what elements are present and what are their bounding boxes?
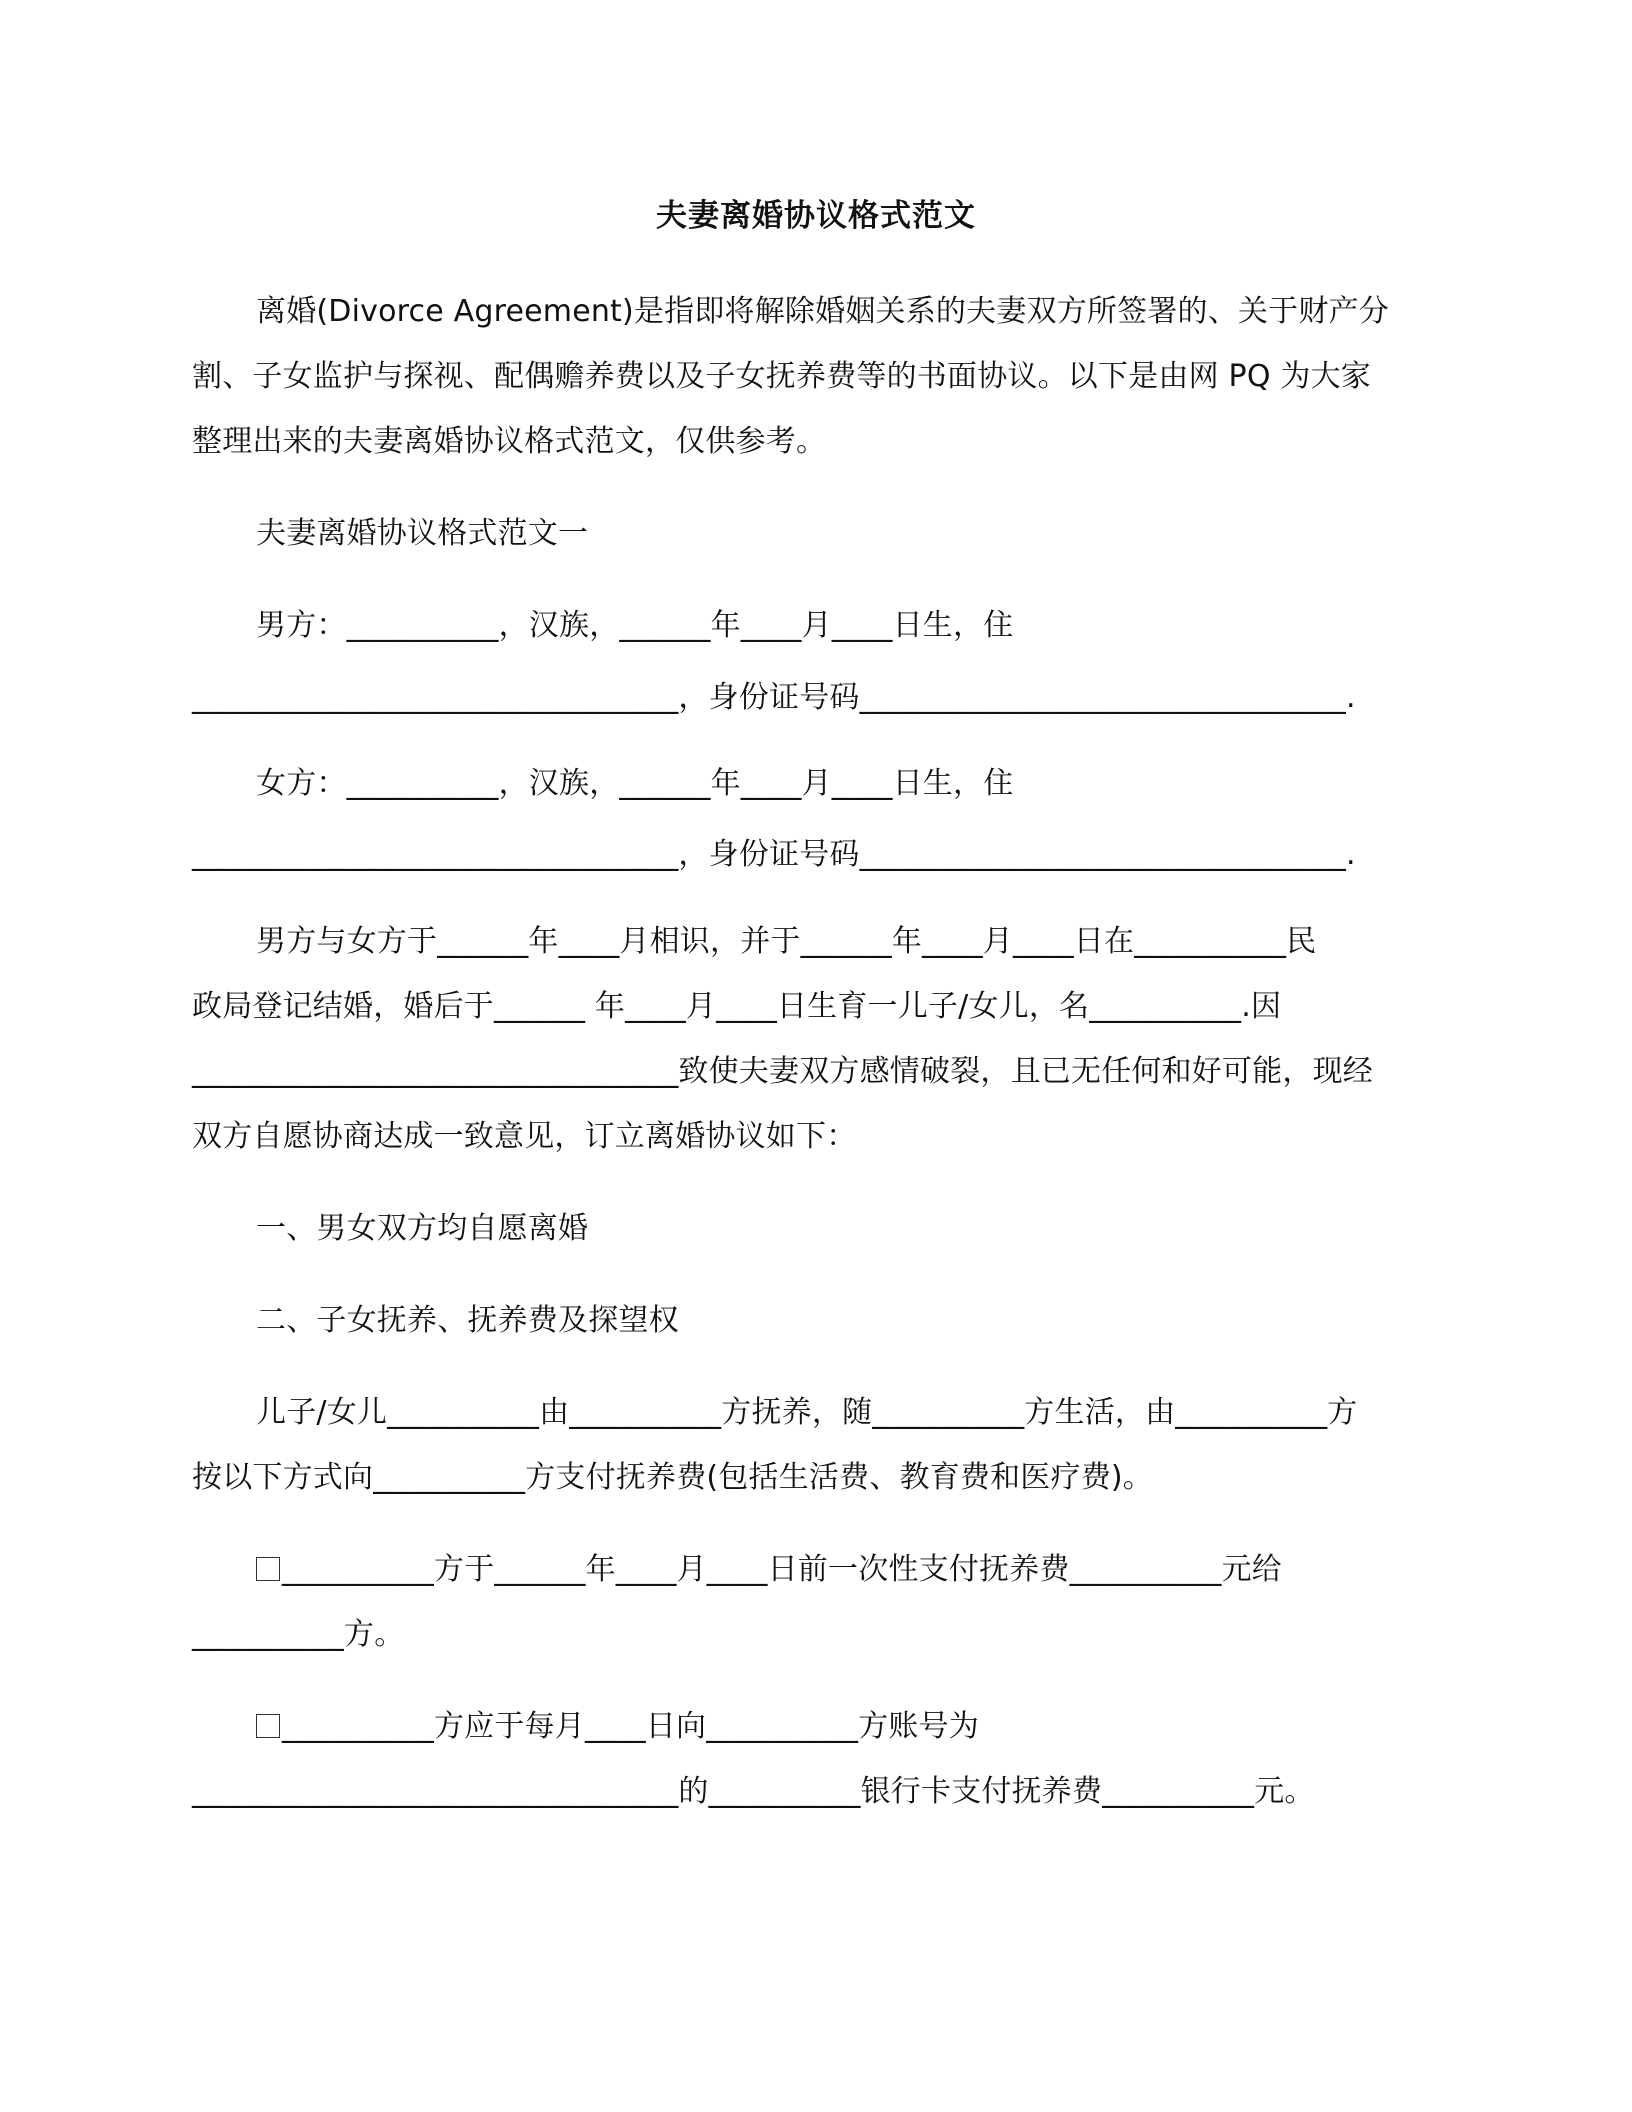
option-2-checkbox[interactable] (256, 1714, 280, 1738)
marriage-line-4: 双方自愿协商达成一致意见，订立离婚协议如下： (192, 1119, 857, 1154)
option-1-line-1 (256, 1550, 1282, 1590)
female-line-1: 女方：__________，汉族，______年____月____日生，住 (256, 766, 1014, 801)
male-line-1: 男方：__________，汉族，______年____月____日生，住 (256, 608, 1014, 643)
option-2-line-2: ________________________________的__________银行卡支付抚养费__________元。 (192, 1774, 1315, 1809)
female-line-2: ________________________________，身份证号码________________________________. (192, 837, 1356, 872)
option-2-line-1 (256, 1707, 979, 1747)
intro-line-3: 整理出来的夫妻离婚协议格式范文，仅供参考。 (192, 424, 827, 459)
clause-1: 一、男女双方均自愿离婚 (256, 1211, 589, 1246)
marriage-line-3: ________________________________致使夫妻双方感情破裂，且已无任何和好可能，现经 (192, 1054, 1373, 1089)
custody-line-1: 儿子/女儿__________由__________方抚养，随__________方生活，由__________方 (256, 1395, 1358, 1430)
option-1-text: __________方于______年____月____日前一次性支付抚养费__________元给 (282, 1552, 1282, 1587)
custody-line-2: 按以下方式向__________方支付抚养费(包括生活费、教育费和医疗费)。 (192, 1460, 1154, 1495)
intro-line-1: 离婚(Divorce Agreement)是指即将解除婚姻关系的夫妻双方所签署的、关于财产分 (256, 294, 1389, 329)
marriage-line-2: 政局登记结婚，婚后于______ 年____月____日生育一儿子/女儿，名__________.因 (192, 989, 1282, 1024)
document-title: 夫妻离婚协议格式范文 (656, 198, 976, 234)
intro-line-2: 割、子女监护与探视、配偶赡养费以及子女抚养费等的书面协议。以下是由网 PQ 为大家 (192, 359, 1371, 394)
option-2-text: __________方应于每月____日向__________方账号为 (282, 1709, 979, 1744)
section-heading: 夫妻离婚协议格式范文一 (256, 516, 589, 551)
marriage-line-1: 男方与女方于______年____月相识，并于______年____月____日在__________民 (256, 924, 1317, 959)
clause-2: 二、子女抚养、抚养费及探望权 (256, 1303, 679, 1338)
option-1-checkbox[interactable] (256, 1557, 280, 1581)
option-1-line-2: __________方。 (192, 1617, 405, 1652)
male-line-2: ________________________________，身份证号码________________________________. (192, 680, 1356, 715)
